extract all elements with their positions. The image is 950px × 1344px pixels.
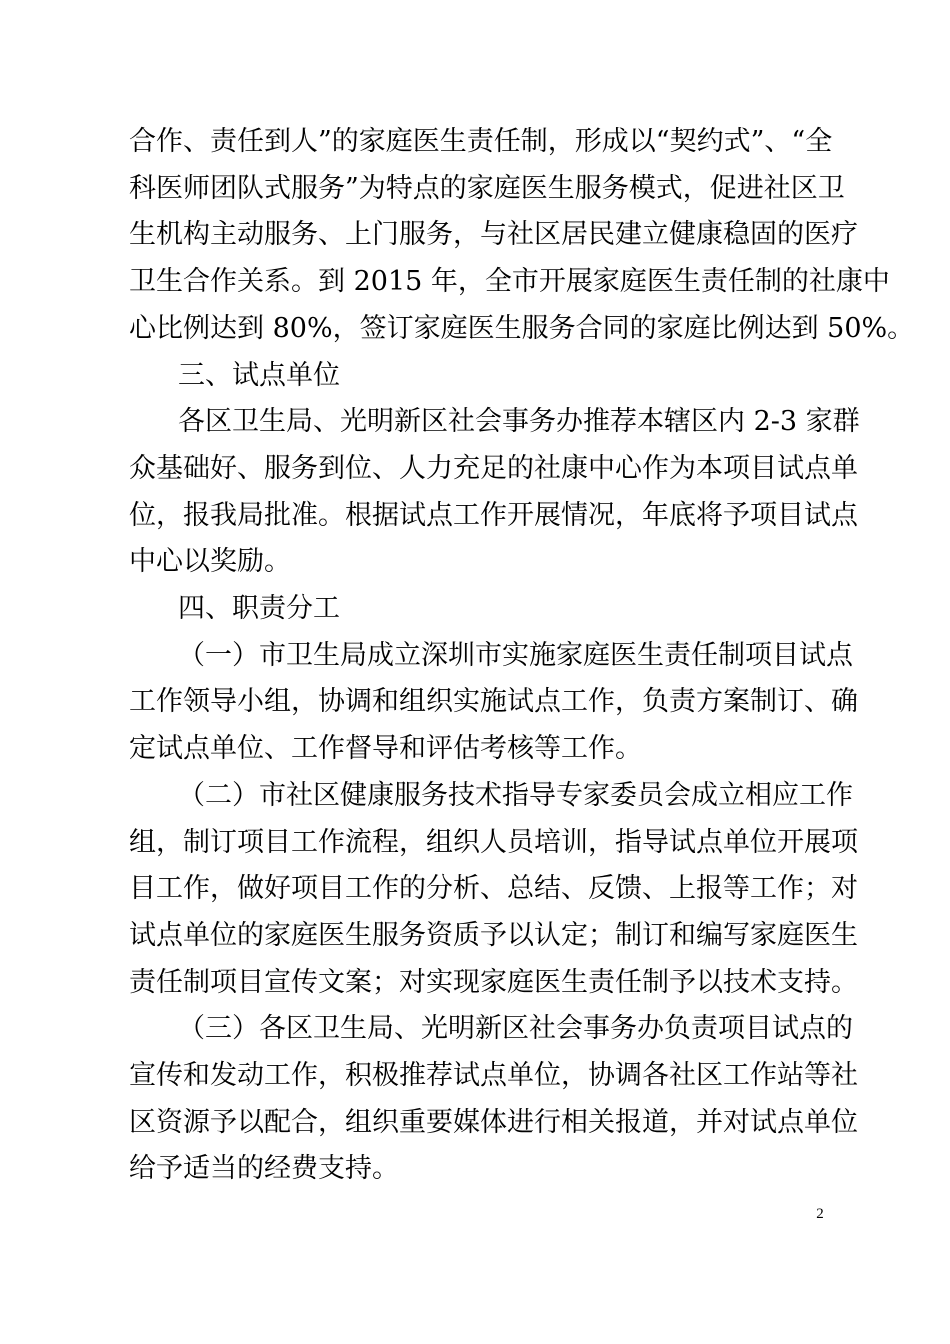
text-line: 工作领导小组，协调和组织实施试点工作，负责方案制订、确 [129, 686, 858, 717]
text-line: （二）市社区健康服务技术指导专家委员会成立相应工作 [178, 780, 853, 811]
text-line: 众基础好、服务到位、人力充足的社康中心作为本项目试点单 [129, 453, 858, 484]
text-line: 生机构主动服务、上门服务，与社区居民建立健康稳固的医疗 [129, 219, 858, 250]
text-line: 定试点单位、工作督导和评估考核等工作。 [129, 733, 642, 764]
text-line: 位，报我局批准。根据试点工作开展情况，年底将予项目试点 [129, 500, 858, 531]
text-line: 各区卫生局、光明新区社会事务办推荐本辖区内 2-3 家群 [178, 406, 860, 437]
text-line: 卫生合作关系。到 2015 年，全市开展家庭医生责任制的社康中 [129, 266, 890, 297]
text-line: （一）市卫生局成立深圳市实施家庭医生责任制项目试点 [178, 640, 853, 671]
text-line: 目工作，做好项目工作的分析、总结、反馈、上报等工作；对 [129, 873, 858, 904]
text-line: 科医师团队式服务”为特点的家庭医生服务模式，促进社区卫 [129, 173, 845, 204]
text-line: 中心以奖励。 [129, 546, 291, 577]
text-line: 区资源予以配合，组织重要媒体进行相关报道，并对试点单位 [129, 1107, 858, 1138]
text-line: 心比例达到 80%，签订家庭医生服务合同的家庭比例达到 50%。 [129, 313, 915, 344]
text-line: 宣传和发动工作，积极推荐试点单位，协调各社区工作站等社 [129, 1060, 858, 1091]
page-number: 2 [816, 1206, 824, 1222]
text-line: 合作、责任到人”的家庭医生责任制，形成以“契约式”、“全 [129, 126, 833, 157]
section-heading: 四、职责分工 [178, 593, 340, 624]
text-line: （三）各区卫生局、光明新区社会事务办负责项目试点的 [178, 1013, 853, 1044]
text-line: 给予适当的经费支持。 [129, 1153, 399, 1184]
section-heading: 三、试点单位 [178, 360, 340, 391]
text-line: 组，制订项目工作流程，组织人员培训，指导试点单位开展项 [129, 827, 858, 858]
text-line: 责任制项目宣传文案；对实现家庭医生责任制予以技术支持。 [129, 967, 858, 998]
text-line: 试点单位的家庭医生服务资质予以认定；制订和编写家庭医生 [129, 920, 858, 951]
